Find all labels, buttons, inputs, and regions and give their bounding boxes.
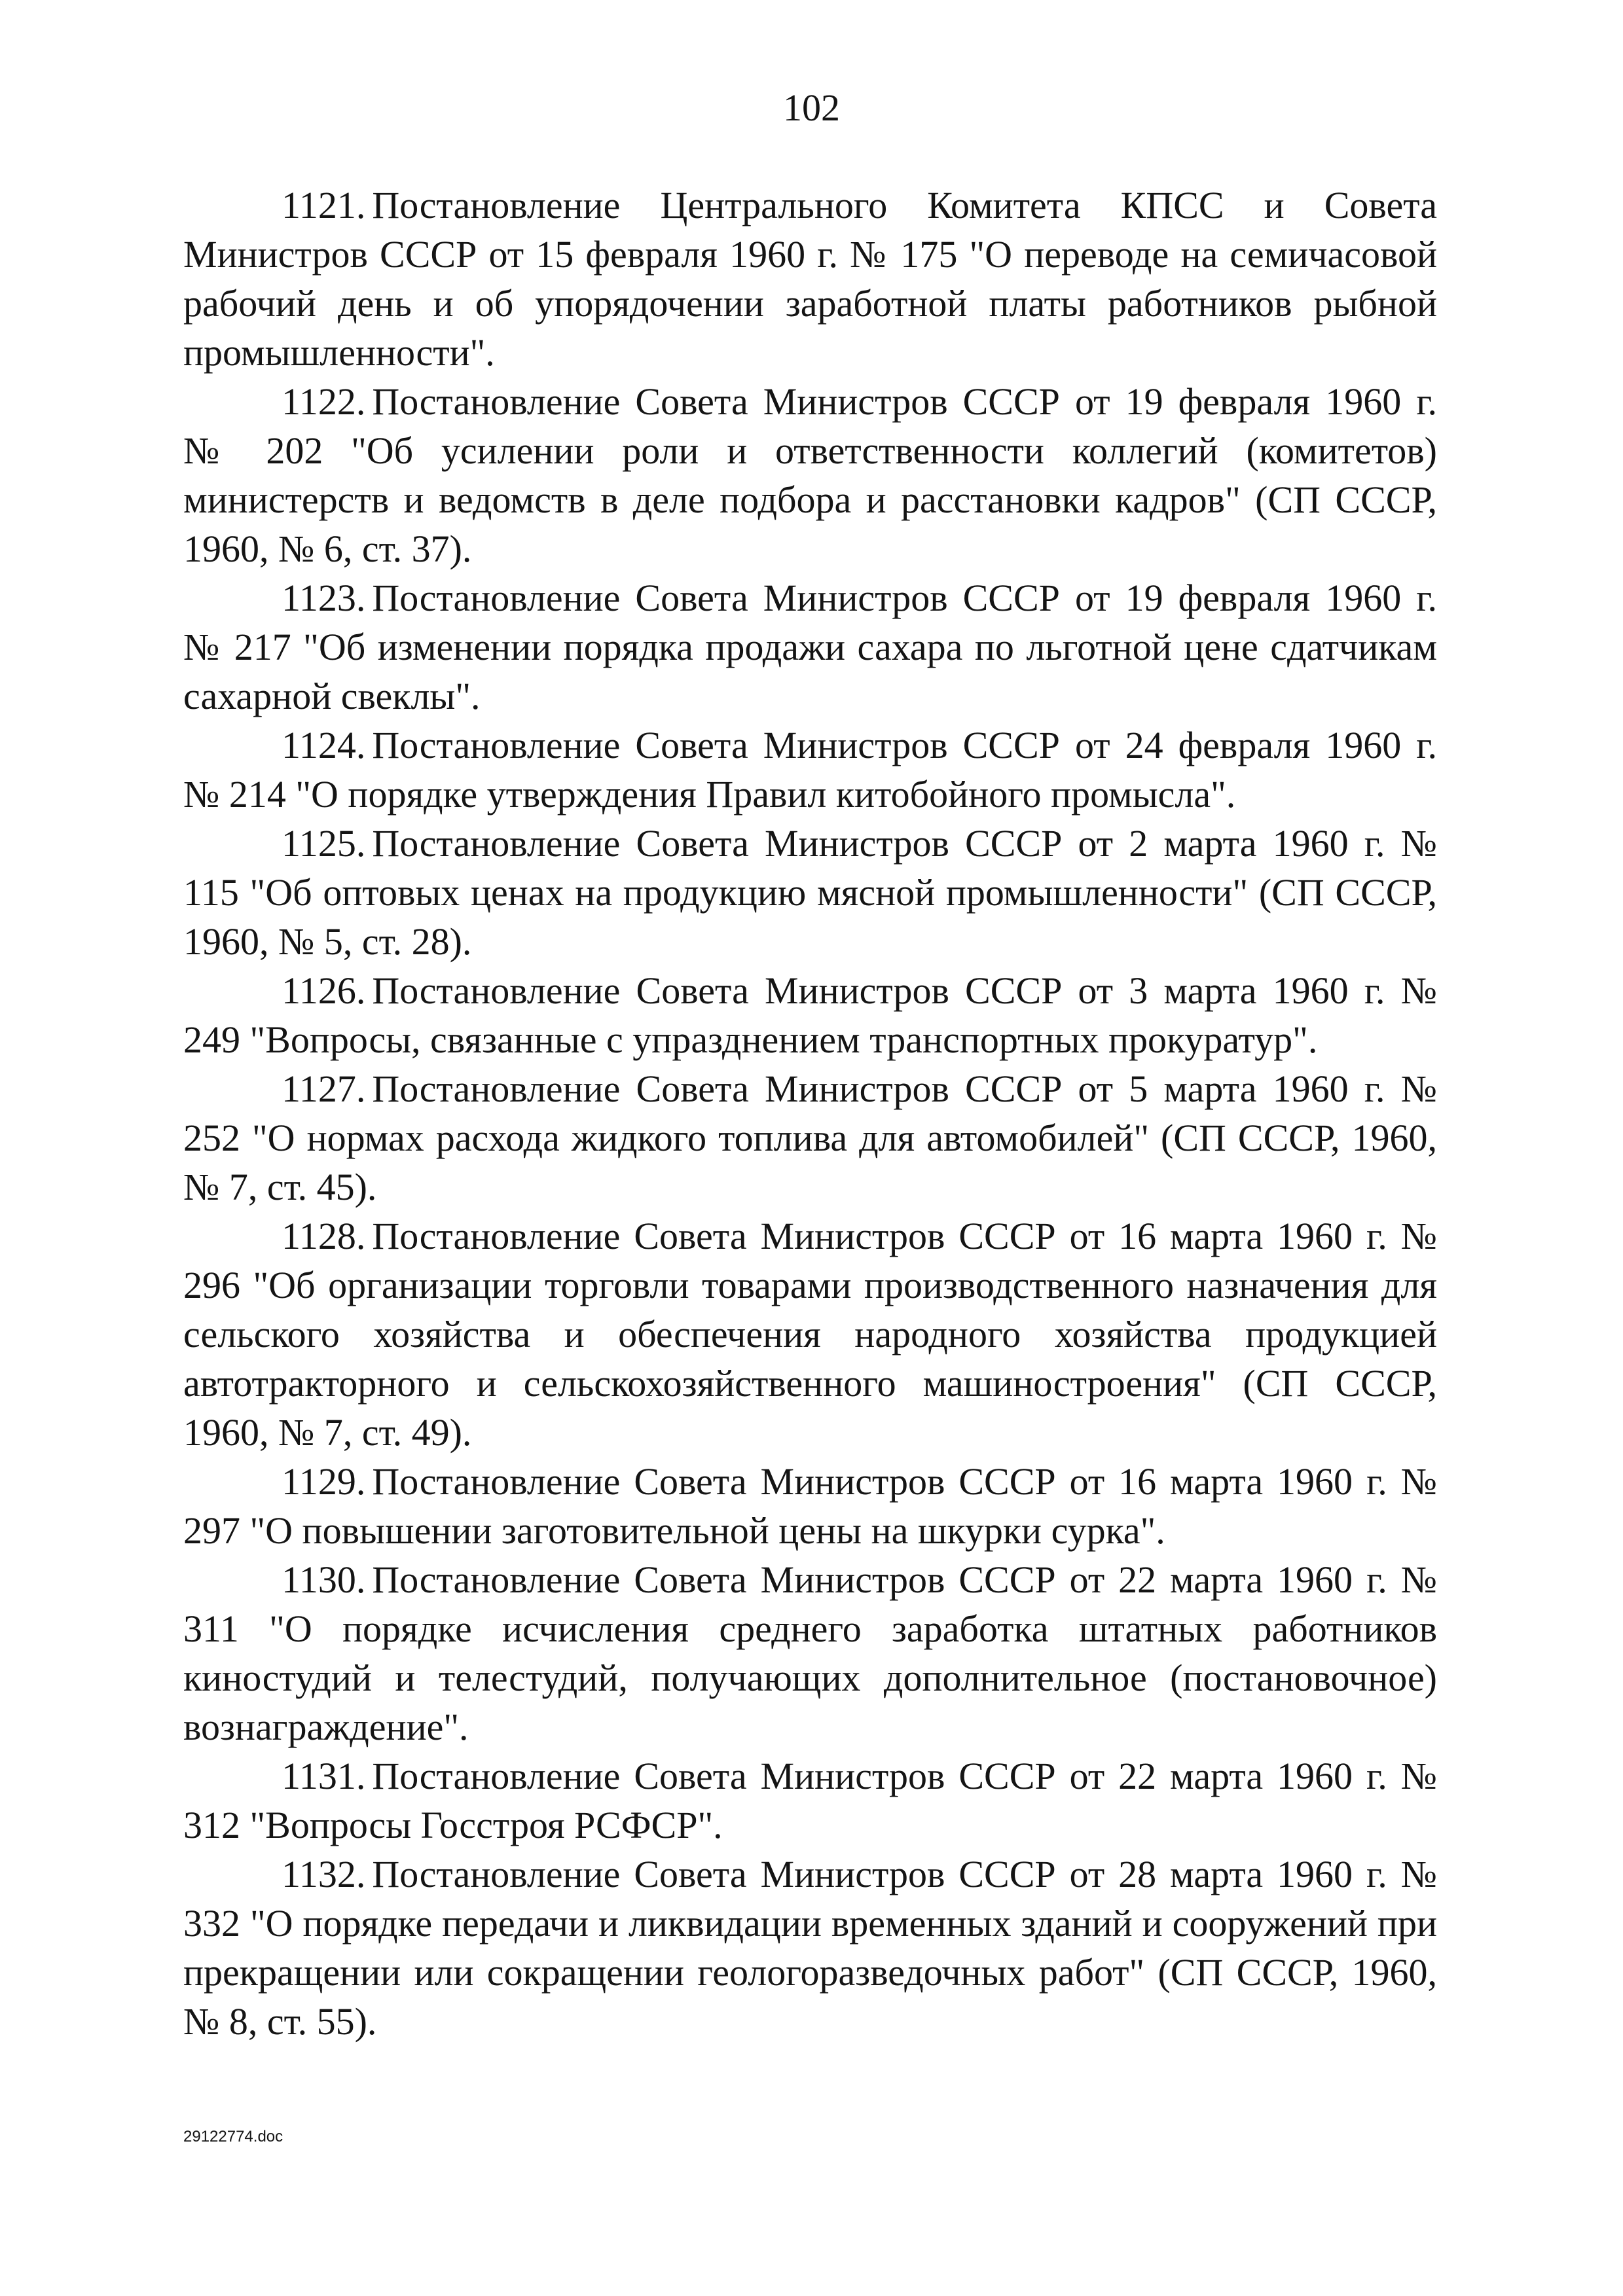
entry-text: Постановление Совета Министров СССР от 24 февраля 1960 г. № 214 "О порядке утверждения Правил китобойного промысла". [183, 724, 1437, 816]
entry-number: 1130. [282, 1558, 366, 1601]
entry-number: 1127. [282, 1067, 366, 1110]
entry-number: 1132. [282, 1853, 366, 1895]
decree-entry-1121 [183, 181, 1437, 377]
decree-entry-1132 [183, 1850, 1437, 2046]
entry-number: 1122. [282, 380, 366, 423]
decree-entry-1127 [183, 1064, 1437, 1211]
page-number: 102 [783, 86, 840, 129]
entry-text: Постановление Совета Министров СССР от 22 марта 1960 г. № 311 "О порядке исчисления среднего заработка штатных работников киностудий и телестудий, получающих дополнительное (постановочное) вознаграждение". [183, 1558, 1437, 1748]
entry-text: Постановление Совета Министров СССР от 16 марта 1960 г. № 296 "Об организации торговли товарами производственного назначения для сельского хозяйства и обеспечения народного хозяйства продукцией автотракторного и сельскохозяйственного машиностроения" (СП СССР, 1960, № 7, ст. 49). [183, 1215, 1437, 1454]
decree-entry-1122 [183, 377, 1437, 573]
entry-number: 1125. [282, 822, 366, 865]
entry-number: 1126. [282, 969, 366, 1012]
decree-entry-1124 [183, 721, 1437, 819]
entry-text: Постановление Совета Министров СССР от 22 марта 1960 г. № 312 "Вопросы Госстроя РСФСР". [183, 1755, 1437, 1846]
entry-text: Постановление Совета Министров СССР от 2 марта 1960 г. № 115 "Об оптовых ценах на продукцию мясной промышленности" (СП СССР, 1960, № 5, ст. 28). [183, 822, 1437, 963]
entry-text: Постановление Совета Министров СССР от 16 марта 1960 г. № 297 "О повышении заготовительной цены на шкурки сурка". [183, 1460, 1437, 1552]
entry-text: Постановление Совета Министров СССР от 5 марта 1960 г. № 252 "О нормах расхода жидкого топлива для автомобилей" (СП СССР, 1960, № 7, ст. 45). [183, 1067, 1437, 1208]
entry-number: 1124. [282, 724, 366, 766]
footer-filename: 29122774.doc [183, 2128, 283, 2145]
entry-number: 1123. [282, 577, 366, 619]
decree-entry-1123 [183, 573, 1437, 721]
entry-text: Постановление Совета Министров СССР от 19 февраля 1960 г. № 202 "Об усилении роли и ответственности коллегий (комитетов) министерств и ведомств в деле подбора и расстановки кадров" (СП СССР, 1960, № 6, ст. 37). [183, 380, 1437, 570]
decree-entry-1128 [183, 1211, 1437, 1457]
entry-text: Постановление Совета Министров СССР от 28 марта 1960 г. № 332 "О порядке передачи и ликвидации временных зданий и сооружений при прекращении или сокращении геологоразведочных работ" (СП СССР, 1960, № 8, ст. 55). [183, 1853, 1437, 2043]
entry-number: 1131. [282, 1755, 366, 1797]
decree-entry-1129 [183, 1457, 1437, 1555]
entry-number: 1128. [282, 1215, 366, 1257]
decree-entry-1130 [183, 1555, 1437, 1751]
decree-entry-1131 [183, 1751, 1437, 1850]
entry-number: 1129. [282, 1460, 366, 1503]
entry-text: Постановление Центрального Комитета КПСС и Совета Министров СССР от 15 февраля 1960 г. № 175 "О переводе на семичасовой рабочий день и об упорядочении заработной платы работников рыбной промышленности". [183, 184, 1437, 374]
entry-text: Постановление Совета Министров СССР от 19 февраля 1960 г. № 217 "Об изменении порядка продажи сахара по льготной цене сдатчикам сахарной свеклы". [183, 577, 1437, 717]
entry-number: 1121. [282, 184, 366, 226]
decree-entry-1125 [183, 819, 1437, 966]
decree-list [183, 181, 1437, 2046]
decree-entry-1126 [183, 966, 1437, 1064]
entry-text: Постановление Совета Министров СССР от 3 марта 1960 г. № 249 "Вопросы, связанные с упразднением транспортных прокуратур". [183, 969, 1437, 1061]
